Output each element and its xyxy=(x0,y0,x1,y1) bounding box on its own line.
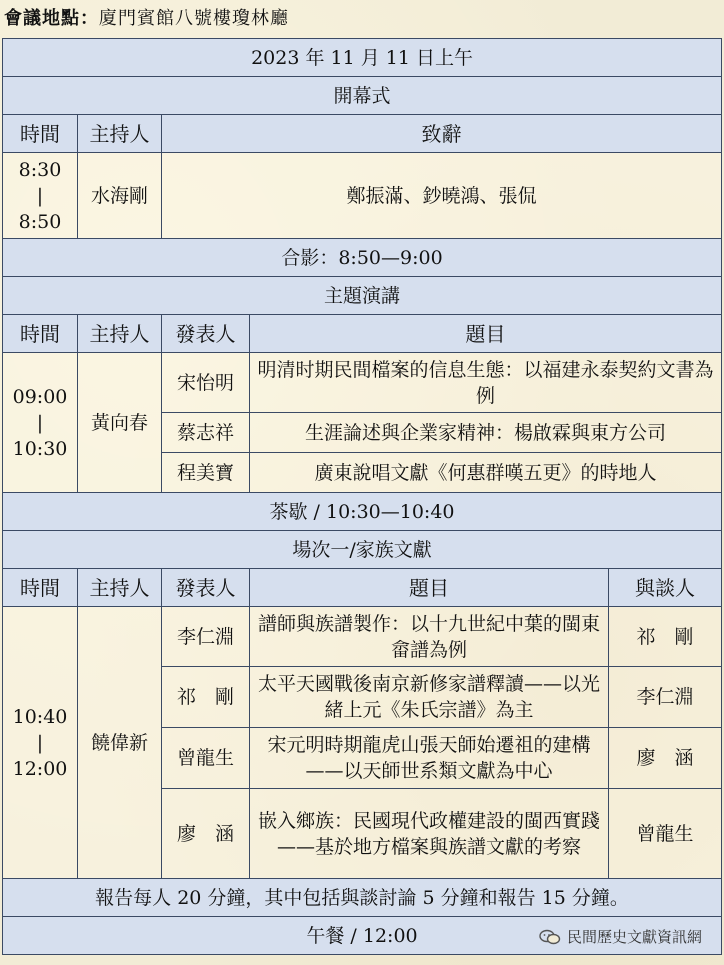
photo-cell: 合影：8:50—9:00 xyxy=(3,239,722,277)
opening-row xyxy=(3,153,722,239)
photo-row xyxy=(3,239,722,277)
topic-cell: 明清时期民間檔案的信息生態：以福建永泰契約文書為例 xyxy=(250,353,722,413)
venue-value: 廈門賓館八號樓瓊林廳 xyxy=(99,8,289,29)
date-row xyxy=(3,39,722,77)
presenter-cell: 李仁淵 xyxy=(162,607,250,667)
discussant-cell: 祁 剛 xyxy=(609,607,722,667)
header-presenter: 發表人 xyxy=(162,315,250,353)
topic-cell: 譜師與族譜製作：以十九世紀中葉的閩東畲譜為例 xyxy=(250,607,609,667)
watermark-text: 民間歷史文獻資訊網 xyxy=(566,928,702,946)
topic-cell: 廣東說唱文獻《何惠群嘆五更》的時地人 xyxy=(250,453,722,493)
keynote-time xyxy=(3,353,78,493)
session1-row-1 xyxy=(3,607,722,667)
keynote-header-row xyxy=(3,315,722,353)
time-separator: | xyxy=(36,184,44,207)
presenter-cell: 宋怡明 xyxy=(162,353,250,413)
lunch-cell: 午餐 / 12:00 xyxy=(3,917,722,955)
header-time: 時間 xyxy=(3,569,78,607)
session1-title: 場次一/家族文獻 xyxy=(3,531,722,569)
opening-time xyxy=(3,153,78,239)
session1-title-row xyxy=(3,531,722,569)
opening-host: 水海剛 xyxy=(78,153,162,239)
header-topic: 題目 xyxy=(250,569,609,607)
session1-header-row xyxy=(3,569,722,607)
presenter-cell: 廖 涵 xyxy=(162,789,250,879)
discussant-cell: 曾龍生 xyxy=(609,789,722,879)
header-discussant: 與談人 xyxy=(609,569,722,607)
wechat-icon xyxy=(539,929,561,945)
topic-cell: 生涯論述與企業家精神：楊啟霖與東方公司 xyxy=(250,413,722,453)
keynote-host: 黃向春 xyxy=(78,353,162,493)
time-end: 10:30 xyxy=(12,437,68,460)
presenter-cell: 程美寶 xyxy=(162,453,250,493)
topic-cell: 嵌入鄉族：民國現代政權建設的閩西實踐——基於地方檔案與族譜文獻的考察 xyxy=(250,789,609,879)
presenter-cell: 曾龍生 xyxy=(162,728,250,789)
session1-host: 饒偉新 xyxy=(78,607,162,879)
time-separator: | xyxy=(36,731,44,754)
presenter-cell: 祁 剛 xyxy=(162,667,250,728)
opening-speakers: 鄭振滿、鈔曉鴻、張侃 xyxy=(162,153,722,239)
opening-title-row xyxy=(3,77,722,115)
note-row xyxy=(3,879,722,917)
watermark xyxy=(539,926,702,947)
time-start: 09:00 xyxy=(12,385,68,408)
presenter-cell: 蔡志祥 xyxy=(162,413,250,453)
header-topic: 題目 xyxy=(250,315,722,353)
time-end: 8:50 xyxy=(18,210,62,233)
date-cell: 2023 年 11 月 11 日上午 xyxy=(3,39,722,77)
time-end: 12:00 xyxy=(12,757,68,780)
venue-label: 會議地點： xyxy=(4,8,99,29)
keynote-row-1 xyxy=(3,353,722,413)
note-cell: 報告每人 20 分鐘，其中包括與談討論 5 分鐘和報告 15 分鐘。 xyxy=(3,879,722,917)
topic-cell: 太平天國戰後南京新修家譜釋讀——以光緒上元《朱氏宗譜》為主 xyxy=(250,667,609,728)
tea-row xyxy=(3,493,722,531)
opening-title: 開幕式 xyxy=(3,77,722,115)
topic-cell: 宋元明時期龍虎山張天師始遷祖的建構——以天師世系類文獻為中心 xyxy=(250,728,609,789)
header-address: 致辭 xyxy=(162,115,722,153)
header-host: 主持人 xyxy=(78,315,162,353)
header-presenter: 發表人 xyxy=(162,569,250,607)
time-start: 8:30 xyxy=(18,158,62,181)
time-separator: | xyxy=(36,411,44,434)
tea-cell: 茶歇 / 10:30—10:40 xyxy=(3,493,722,531)
header-host: 主持人 xyxy=(78,115,162,153)
session1-time xyxy=(3,607,78,879)
discussant-cell: 李仁淵 xyxy=(609,667,722,728)
schedule-table xyxy=(2,38,722,955)
keynote-title: 主題演講 xyxy=(3,277,722,315)
header-time: 時間 xyxy=(3,115,78,153)
opening-header-row xyxy=(3,115,722,153)
time-start: 10:40 xyxy=(12,705,68,728)
header-host: 主持人 xyxy=(78,569,162,607)
header-time: 時間 xyxy=(3,315,78,353)
keynote-title-row xyxy=(3,277,722,315)
discussant-cell: 廖 涵 xyxy=(609,728,722,789)
venue-line xyxy=(4,4,289,34)
